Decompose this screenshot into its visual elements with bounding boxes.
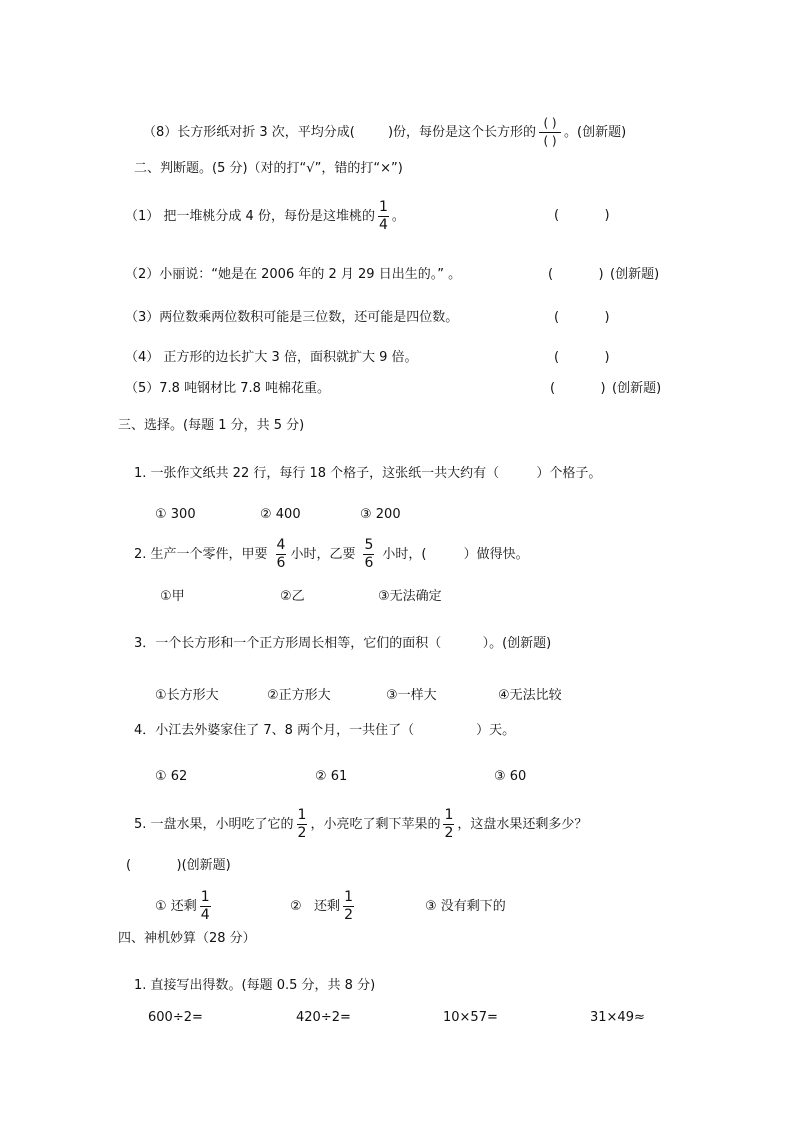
choice-q2-opt1[interactable]: ①甲 — [160, 589, 185, 604]
q8-frac-num: ( ) — [543, 116, 557, 130]
judge-1-den: 4 — [378, 217, 388, 233]
cross-mark: × — [380, 161, 391, 176]
q8-text-a: （8）长方形纸对折 3 次，平均分成( — [143, 125, 355, 140]
calc-1[interactable]: 600÷2= — [148, 1010, 203, 1025]
q8-blank — [355, 125, 388, 140]
q8-text-b: )份，每份是这个长方形的 — [387, 125, 537, 140]
q2-num-a: 4 — [276, 537, 286, 553]
q2-fraction-a — [276, 538, 287, 571]
section4-title: 四、神机妙算（28 分） — [118, 931, 256, 946]
choice-q3: 3．一个长方形和一个正方形周长相等，它们的面积（ ）。(创新题) — [134, 636, 552, 651]
q5-num-a: 1 — [297, 807, 307, 823]
q8-frac-den: ( ) — [543, 134, 557, 148]
section2-title-mid: ”，错的打“ — [314, 161, 381, 176]
section2-title — [134, 160, 403, 178]
check-mark: √ — [306, 161, 315, 176]
question-8 — [143, 116, 626, 149]
choice-q2 — [134, 537, 529, 573]
q2-fraction-b — [363, 538, 374, 571]
q2-mid: 小时，乙要 — [290, 547, 356, 562]
judge-item-5: （5）7.8 吨钢材比 7.8 吨棉花重。 — [125, 381, 331, 396]
q5-opt2-den: 2 — [344, 907, 353, 923]
choice-q5-opt2[interactable] — [290, 887, 357, 927]
choice-q4-opt1[interactable]: ① 62 — [155, 769, 188, 784]
judge-2-answer[interactable]: ( ) — [548, 267, 604, 282]
choice-q3-opt2[interactable]: ②正方形大 — [267, 688, 331, 703]
q5-fraction-a — [297, 808, 308, 841]
q2-lead: 2. 生产一个零件，甲要 — [134, 547, 268, 562]
q5-opt1-fraction — [200, 890, 211, 923]
judge-5-note: (创新题) — [612, 381, 662, 396]
judge-item-3: （3）两位数乘两位数积可能是三位数，还可能是四位数。 — [125, 310, 459, 325]
judge-1-answer[interactable]: ( ) — [554, 208, 610, 223]
section2-title-a: 二、判断题。(5 分)（对的打“ — [134, 161, 307, 176]
q5-mid: ，小亮吃了剩下苹果的 — [310, 817, 441, 832]
choice-q5-opt3[interactable]: ③ 没有剩下的 — [425, 899, 506, 914]
calc-4[interactable]: 31×49≈ — [590, 1010, 645, 1025]
choice-q4-opt3[interactable]: ③ 60 — [494, 769, 527, 784]
section3-title: 三、选择。(每题 1 分，共 5 分) — [118, 418, 305, 433]
choice-q5-answer[interactable]: ( )(创新题) — [126, 858, 231, 873]
choice-q4: 4．小江去外婆家住了 7、8 两个月，一共住了（ ）天。 — [134, 723, 516, 738]
choice-q4-opt2[interactable]: ② 61 — [315, 769, 348, 784]
choice-q2-opt3[interactable]: ③无法确定 — [378, 589, 442, 604]
q5-opt2-fraction — [343, 890, 354, 923]
judge-5-answer[interactable]: ( ) — [550, 381, 606, 396]
choice-q1-opt1[interactable]: ① 300 — [155, 507, 196, 522]
choice-q1-opt3[interactable]: ③ 200 — [360, 507, 401, 522]
section4-sub1: 1. 直接写出得数。(每题 0.5 分，共 8 分) — [134, 978, 376, 993]
q2-den-a: 6 — [276, 555, 286, 571]
q5-tail: ，这盘水果还剩多少？ — [457, 817, 588, 832]
choice-q3-opt1[interactable]: ①长方形大 — [155, 688, 219, 703]
judge-item-4: （4） 正方形的边长扩大 3 倍，面积就扩大 9 倍。 — [125, 350, 418, 365]
judge-4-answer[interactable]: ( ) — [554, 350, 610, 365]
choice-q1: 1. 一张作文纸共 22 行，每行 18 个格子，这张纸一共大约有（ ）个格子。 — [134, 466, 602, 481]
q2-den-b: 6 — [364, 555, 374, 571]
q8-text-c: 。(创新题) — [564, 125, 627, 140]
q5-num-b: 1 — [444, 807, 454, 823]
choice-q3-opt4[interactable]: ④无法比较 — [498, 688, 562, 703]
q8-fraction — [539, 116, 561, 149]
judge-1-tail: 。 — [391, 209, 405, 224]
q5-opt1-den: 4 — [200, 907, 210, 923]
q5-opt1-num: 1 — [200, 889, 210, 905]
q2-tail: 小时，( ）做得快。 — [382, 547, 529, 562]
choice-q1-opt2[interactable]: ② 400 — [260, 507, 301, 522]
calc-3[interactable]: 10×57= — [443, 1010, 498, 1025]
judge-1-fraction — [378, 200, 389, 233]
judge-1-num: 1 — [378, 199, 388, 215]
choice-q3-opt3[interactable]: ③一样大 — [386, 688, 437, 703]
q2-num-b: 5 — [364, 537, 374, 553]
q5-den-a: 2 — [297, 825, 307, 841]
judge-item-1 — [125, 200, 405, 233]
choice-q2-opt2[interactable]: ②乙 — [280, 589, 305, 604]
choice-q5-opt1[interactable] — [155, 887, 214, 927]
q5-opt1-lead: ① 还剩 — [155, 899, 197, 914]
judge-1-lead: （1） 把一堆桃分成 4 份，每份是这堆桃的 — [125, 209, 375, 224]
choice-q5 — [134, 806, 587, 844]
judge-2-note: (创新题) — [610, 267, 660, 282]
section2-title-end: ”) — [390, 161, 403, 176]
q5-den-b: 2 — [444, 825, 454, 841]
q5-fraction-b — [443, 808, 454, 841]
q5-lead: 5. 一盘水果，小明吃了它的 — [134, 817, 294, 832]
q5-opt2-lead: ② 还剩 — [290, 899, 341, 914]
q5-opt2-num: 1 — [344, 889, 353, 905]
calc-2[interactable]: 420÷2= — [296, 1010, 351, 1025]
judge-3-answer[interactable]: ( ) — [554, 310, 610, 325]
judge-item-2: （2）小丽说：“她是在 2006 年的 2 月 29 日出生的。” 。 — [125, 267, 462, 282]
